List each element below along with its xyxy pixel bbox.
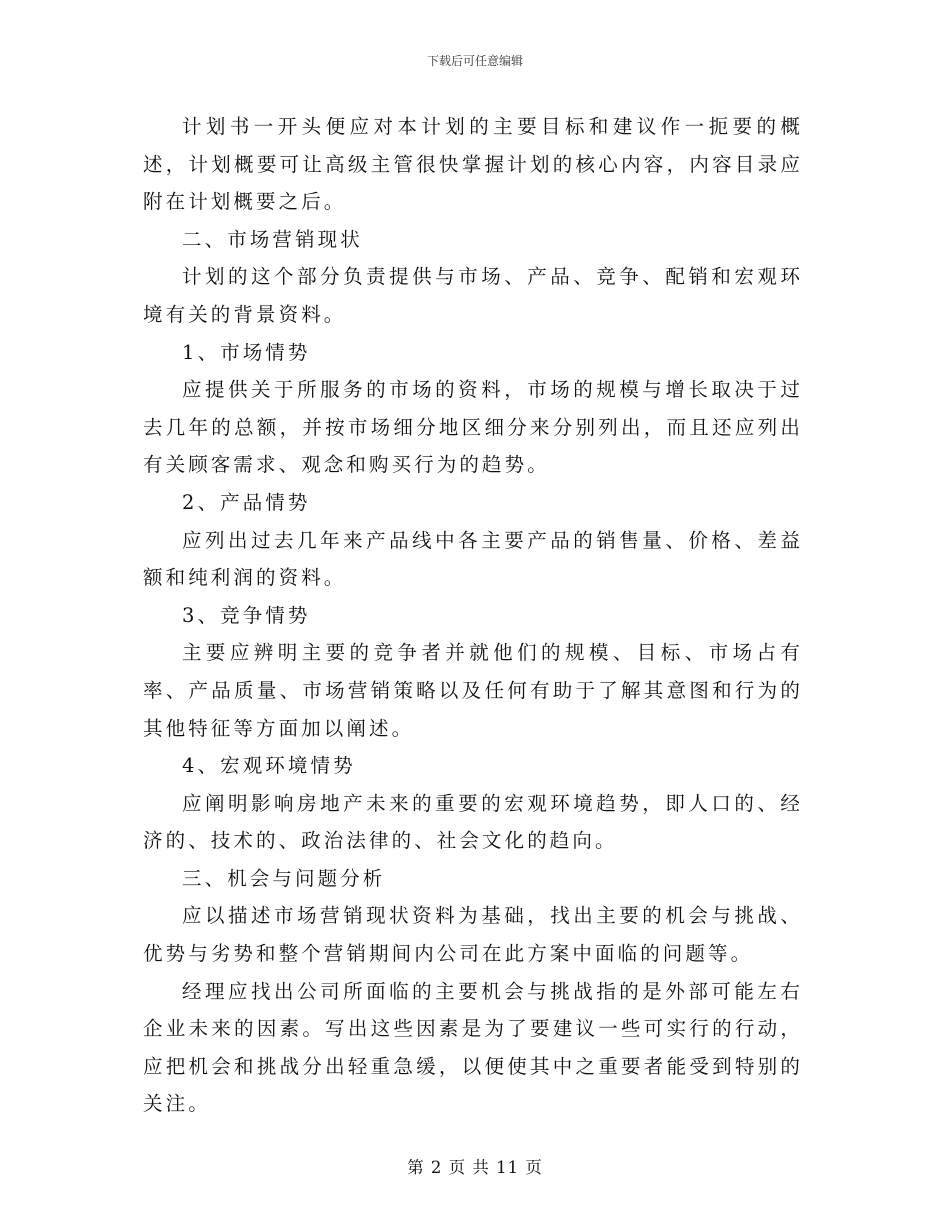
- heading-market-situation: 1、市场情势: [182, 340, 311, 364]
- paragraph-manager-opportunities: 经理应找出公司所面临的主要机会与挑战指的是外部可能左右企业未来的因素。写出这些因素是为了要建议一些可实行的行动，应把机会和挑战分出轻重急缓，以便使其中之重要者能受到特别的关注。: [143, 979, 803, 1116]
- heading-market-status: 二、市场营销现状: [182, 227, 363, 251]
- paragraph-macro-environment: 应阐明影响房地产未来的重要的宏观环境趋势，即人口的、经济的、技术的、政治法律的、社会文化的趋向。: [143, 791, 803, 853]
- heading-opportunity-analysis: 三、机会与问题分析: [182, 866, 386, 890]
- page-footer: 第 2 页 共 11 页: [407, 1158, 543, 1177]
- heading-product-situation: 2、产品情势: [182, 490, 311, 514]
- paragraph-market-status: 计划的这个部分负责提供与市场、产品、竞争、配销和宏观环境有关的背景资料。: [143, 265, 803, 326]
- paragraph-product-situation: 应列出过去几年来产品线中各主要产品的销售量、价格、差益额和纯利润的资料。: [143, 528, 803, 590]
- paragraph-market-situation: 应提供关于所服务的市场的资料，市场的规模与增长取决于过去几年的总额，并按市场细分地区细分来分别列出，而且还应列出有关顾客需求、观念和购买行为的趋势。: [143, 378, 803, 477]
- paragraph-competition-situation: 主要应辨明主要的竞争者并就他们的规模、目标、市场占有率、产品质量、市场营销策略以及任何有助于了解其意图和行为的其他特征等方面加以阐述。: [143, 641, 803, 740]
- page-header: 下载后可任意编辑: [426, 54, 523, 68]
- paragraph-intro: 计划书一开头便应对本计划的主要目标和建议作一扼要的概述，计划概要可让高级主管很快掌握计划的核心内容，内容目录应附在计划概要之后。: [143, 115, 803, 214]
- heading-macro-environment: 4、宏观环境情势: [182, 754, 356, 778]
- paragraph-opportunity-analysis: 应以描述市场营销现状资料为基础，找出主要的机会与挑战、优势与劣势和整个营销期间内公司在此方案中面临的问题等。: [143, 904, 803, 966]
- document-body: [143, 108, 803, 1123]
- heading-competition-situation: 3、竞争情势: [182, 603, 311, 627]
